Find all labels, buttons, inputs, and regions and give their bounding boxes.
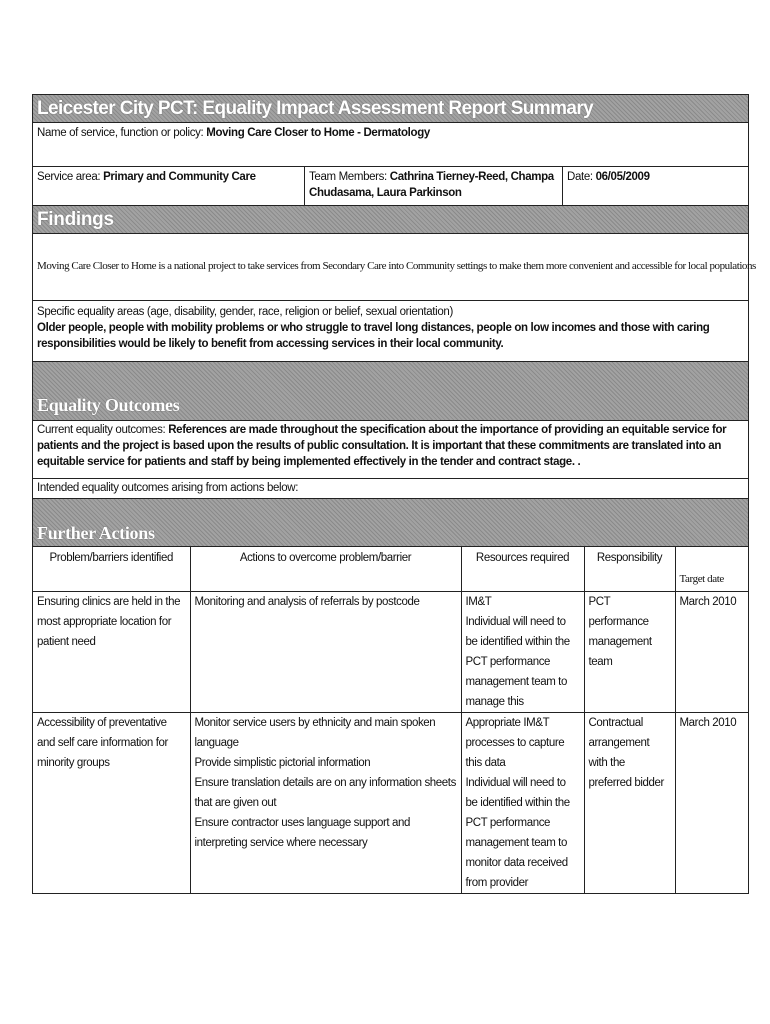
date-cell bbox=[563, 167, 748, 205]
row-actions bbox=[190, 713, 461, 894]
header-problem: Problem/barriers identified bbox=[33, 547, 190, 592]
header-target-date: Target date bbox=[675, 547, 748, 592]
equality-areas-row bbox=[33, 301, 748, 362]
action-item: Ensure contractor uses language support and interpreting service where necessary bbox=[194, 817, 411, 849]
equality-outcomes-title: Equality Outcomes bbox=[37, 395, 180, 415]
current-outcomes-row bbox=[33, 421, 748, 479]
row-target-date: March 2010 bbox=[675, 592, 748, 713]
team-members-label: Team Members: bbox=[309, 171, 390, 183]
action-item: Provide simplistic pictorial information bbox=[194, 757, 371, 769]
date-label: Date: bbox=[567, 171, 596, 183]
row-problem: Ensuring clinics are held in the most appropriate location for patient need bbox=[33, 592, 190, 713]
equality-areas-label: Specific equality areas (age, disability, gender, race, religion or belief, sexual orientation) bbox=[37, 306, 453, 318]
header-actions: Actions to overcome problem/barrier bbox=[190, 547, 461, 592]
further-actions-heading bbox=[33, 499, 748, 547]
intended-outcomes-row bbox=[33, 479, 748, 499]
row-responsibility: Contractual arrangement with the preferred bidder bbox=[584, 713, 675, 894]
resource-item: IM&T bbox=[465, 596, 492, 608]
team-members-cell bbox=[305, 167, 563, 205]
service-details-row bbox=[33, 167, 748, 206]
header-resources: Resources required bbox=[461, 547, 584, 592]
report-title: Leicester City PCT: Equality Impact Assessment Report Summary bbox=[33, 95, 748, 123]
service-area-value: Primary and Community Care bbox=[103, 171, 256, 183]
service-name-label: Name of service, function or policy: bbox=[37, 127, 207, 139]
service-name-value: Moving Care Closer to Home - Dermatology bbox=[206, 127, 430, 139]
findings-text: Moving Care Closer to Home is a national project to take services from Secondary Care into Community settings to make them more convenient and accessible for local populations bbox=[37, 260, 756, 272]
date-value: 06/05/2009 bbox=[595, 171, 650, 183]
findings-heading: Findings bbox=[33, 206, 748, 234]
equality-outcomes-heading bbox=[33, 362, 748, 421]
team-members-value: Cathrina Tierney-Reed, Champa Chudasama, Laura Parkinson bbox=[309, 171, 554, 199]
equality-areas-text: Older people, people with mobility problems or who struggle to travel long distances, people on low incomes and those with caring responsibilities would be likely to benefit from accessing services in their local community. bbox=[37, 322, 710, 350]
current-outcomes-label: Current equality outcomes: bbox=[37, 424, 169, 436]
resource-item: Appropriate IM&T processes to capture this data bbox=[465, 717, 565, 769]
further-actions-title: Further Actions bbox=[37, 523, 155, 543]
action-item: Monitoring and analysis of referrals by postcode bbox=[194, 596, 420, 608]
row-resources bbox=[461, 713, 584, 894]
resource-item: Individual will need to be identified within the PCT performance management team to monitor data received from provider bbox=[465, 777, 570, 889]
row-target-date: March 2010 bbox=[679, 717, 737, 729]
current-outcomes-text: References are made throughout the specification about the importance of providing an equitable service for patients and the project is based upon the results of public consultation. It is important that these commitments are translated into an equitable service for patients and staff by being implemented effectively in the tender and contract stage. . bbox=[37, 424, 727, 468]
service-area-label: Service area: bbox=[37, 171, 104, 183]
service-name-row bbox=[33, 123, 748, 167]
row-actions bbox=[190, 592, 461, 713]
actions-table-header bbox=[33, 547, 748, 592]
actions-table bbox=[33, 547, 748, 893]
table-row bbox=[33, 592, 748, 713]
row-problem: Accessibility of preventative and self care information for minority groups bbox=[33, 713, 190, 894]
resource-item: Individual will need to be identified within the PCT performance management team to manage this bbox=[465, 616, 570, 708]
action-item: Monitor service users by ethnicity and main spoken language bbox=[194, 717, 436, 749]
service-area-cell bbox=[33, 167, 305, 205]
table-row bbox=[33, 713, 748, 894]
row-responsibility: PCT performance management team bbox=[584, 592, 675, 713]
row-resources bbox=[461, 592, 584, 713]
header-responsibility: Responsibility bbox=[584, 547, 675, 592]
action-item: Ensure translation details are on any information sheets that are given out bbox=[194, 777, 456, 809]
assessment-form bbox=[32, 94, 756, 894]
findings-row bbox=[33, 234, 756, 301]
intended-outcomes-label: Intended equality outcomes arising from actions below: bbox=[37, 482, 299, 494]
